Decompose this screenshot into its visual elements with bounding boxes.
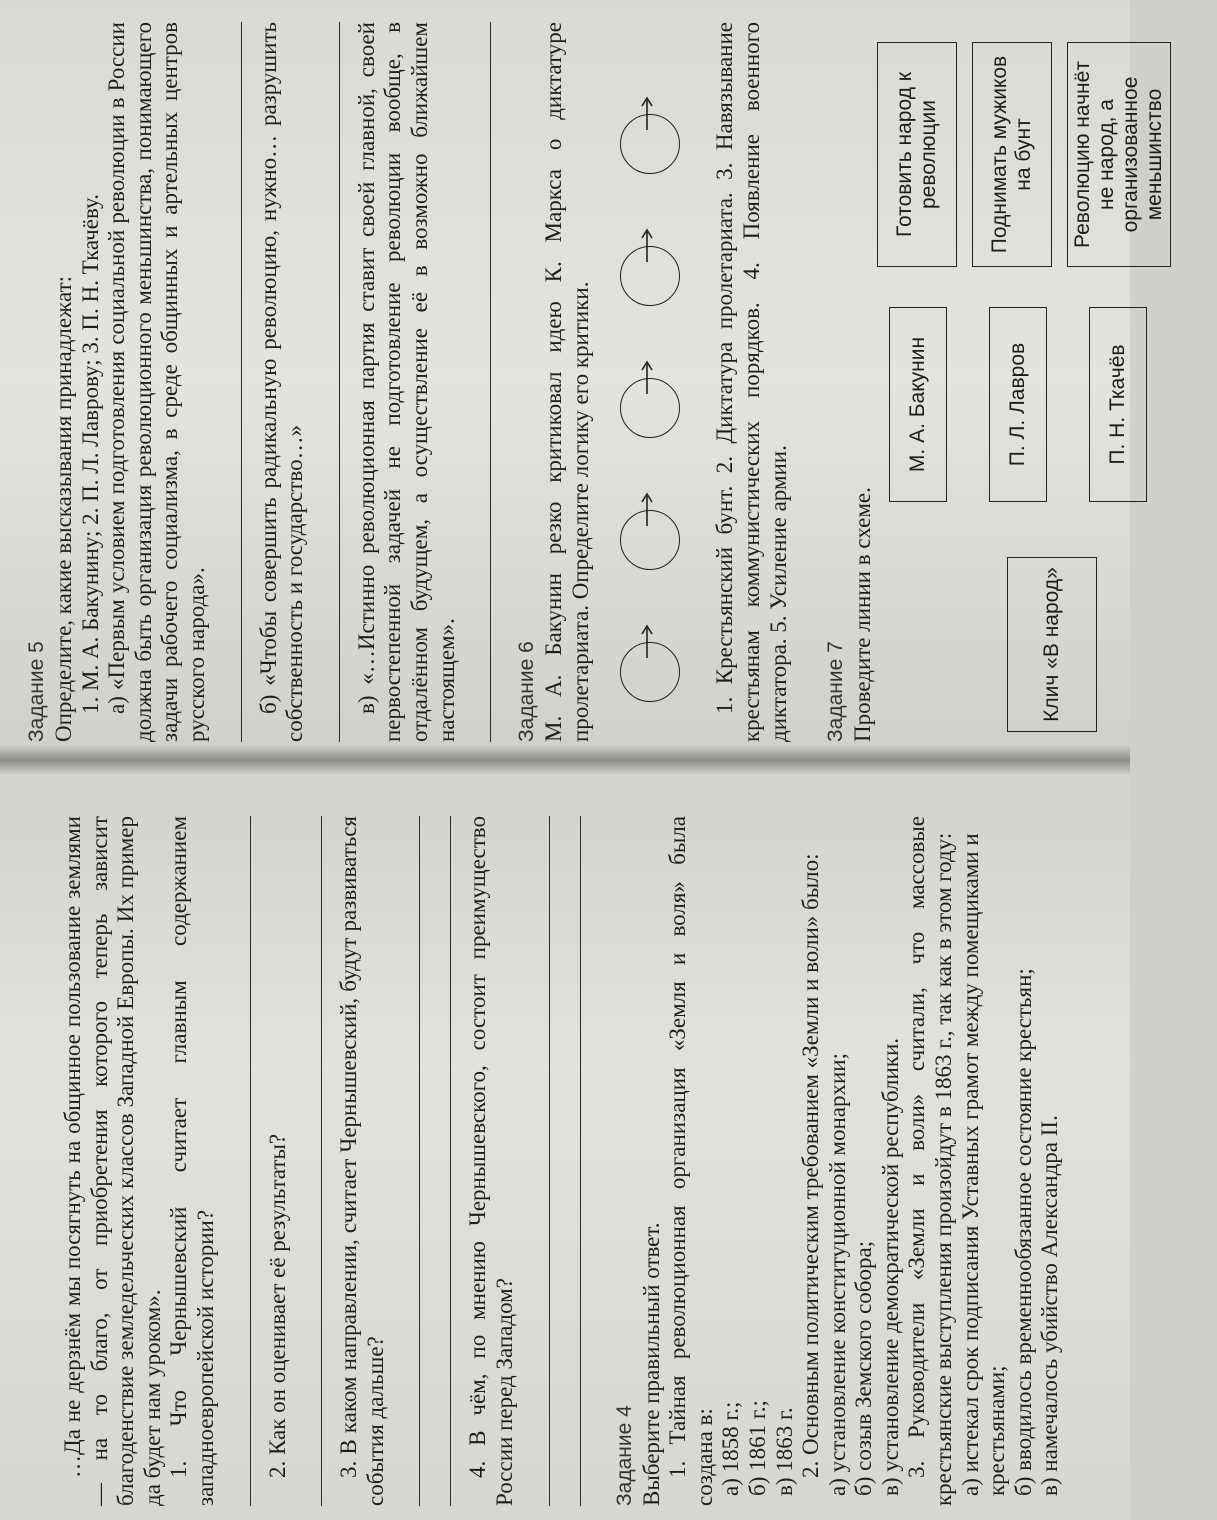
- arrow-right-icon: [640, 360, 654, 394]
- task4-q3-option-c: в) намечалось убийство Александра II.: [1037, 1115, 1063, 1496]
- task5-instruction: Определите, какие высказывания принадлежат:: [51, 275, 76, 742]
- task5-title: Задание 5: [25, 641, 48, 742]
- task5-quote-a: а) «Первым условием подготовления социальной революции в России должна быть организация революционного меньшинства, понимающего задачи рабочего социализма, в среде общинных и артельных центров русского народа».: [104, 22, 209, 742]
- answer-line: [519, 816, 550, 1506]
- task4-q2-option-b: б) созыв Земского собора;: [851, 1240, 877, 1496]
- left-column: [60, 816, 1064, 1506]
- arrow-right-icon: [640, 624, 654, 658]
- task6-text: М. А. Бакунин резко критиковал идею К. Маркса о диктатуре пролетариата. Определите логику его критики.: [541, 22, 593, 742]
- arrow-right-icon: [640, 228, 654, 262]
- left-page: [0, 760, 1130, 1520]
- task5-authors: 1. М. А. Бакунину; 2. П. Л. Лаврову; 3. П. Н. Ткачёву.: [77, 194, 103, 714]
- answer-line: [420, 816, 451, 1506]
- answer-line: [309, 22, 340, 742]
- task7-instruction: Проведите линии в схеме.: [850, 487, 876, 742]
- scheme-box-prepare-people: Готовить народ к революции: [877, 42, 957, 267]
- task4-q1-option-b: б) 1861 г.;: [744, 1400, 770, 1496]
- arrow-right-icon: [640, 492, 654, 526]
- task4-q2-option-a: а) установление конституционной монархии;: [824, 1053, 850, 1496]
- answer-line: [220, 816, 251, 1506]
- task4-q2: 2. Основным политическим требованием «Земли и воли» было:: [798, 853, 824, 1478]
- task4-q3-option-a: а) истекал срок подписания Уставных грамот между помещиками и крестьянами;: [957, 833, 1010, 1496]
- task4-q2-option-c: в) установление демократической республики.: [877, 1037, 903, 1496]
- answer-line: [460, 22, 491, 742]
- arrow-right-icon: [640, 96, 654, 130]
- task4-q1: 1. Тайная революционная организация «Земля и воля» была создана в:: [665, 816, 717, 1506]
- task4-q3-option-b: б) вводилось временнообязанное состояние крестьян;: [1010, 968, 1036, 1496]
- answer-line: [211, 22, 242, 742]
- task6-title: Задание 6: [515, 641, 539, 742]
- question-1: 1. Что Чернышевский считает главным содержанием западноевропейской истории?: [166, 816, 218, 1506]
- critique-logic-diagram: [608, 22, 694, 742]
- scheme-box-bakunin: М. А. Бакунин: [889, 307, 947, 502]
- scheme-box-tkachev: П. Н. Ткачёв: [1089, 307, 1147, 502]
- question-3: 3. В каком направлении, считает Чернышевский, будут развиваться события дальше?: [336, 816, 388, 1506]
- task4-q1-option-c: в) 1863 г.: [771, 1407, 797, 1496]
- task5-quote-b: б) «Чтобы совершить радикальную революцию, нужно… разрушить собственность и государство…»: [255, 22, 308, 742]
- task4-instruction: Выберите правильный ответ.: [638, 1222, 664, 1506]
- task6-steps: 1. Крестьянский бунт. 2. Диктатура пролетариата. 3. Навязывание крестьянам коммунистических порядков. 4. Появление военного диктатора. 5. Усиление армии.: [712, 22, 791, 742]
- answer-line: [389, 816, 420, 1506]
- intro-quote: …Да не дерзнём мы посягнуть на общинное пользование землями — на то благо, от приобретения которого теперь зависит благоденствие земледельческих классов Западной Европы. Их пример да будет нам уроком».: [60, 816, 165, 1506]
- question-2: 2. Как он оценивает её результаты?: [264, 1133, 290, 1478]
- task7-scheme: [877, 22, 1217, 742]
- task5-quote-c: в) «…Истинно революционная партия ставит своей главной, своей первостепенной задачей не подготовление революции вообще, в отдалённом будущем, а осуществление её в возможно ближайшем настоящем».: [353, 22, 459, 742]
- answer-line: [291, 816, 322, 1506]
- task4-q3: 3. Руководители «Земли и воли» считали, что массовые крестьянские выступления произойдут в 1863 г., так как в этом году:: [904, 816, 957, 1506]
- scheme-box-slogan: Клич «В народ»: [1007, 557, 1097, 732]
- task7-title: Задание 7: [824, 641, 848, 742]
- task4-title: Задание 4: [612, 1405, 636, 1506]
- task4-q1-option-a: а) 1858 г.;: [718, 1401, 744, 1496]
- scheme-box-minority: Революцию начнёт не народ, а организованное меньшинство: [1067, 42, 1171, 267]
- scheme-box-raise-revolt: Поднимать мужиков на бунт: [972, 42, 1052, 267]
- answer-line: [550, 816, 581, 1506]
- question-4: 4. В чём, по мнению Чернышевского, состоит преимущество России перед Западом?: [465, 816, 517, 1506]
- scheme-box-lavrov: П. Л. Лавров: [989, 307, 1047, 502]
- right-column: [15, 22, 1217, 742]
- right-page: [0, 0, 1166, 760]
